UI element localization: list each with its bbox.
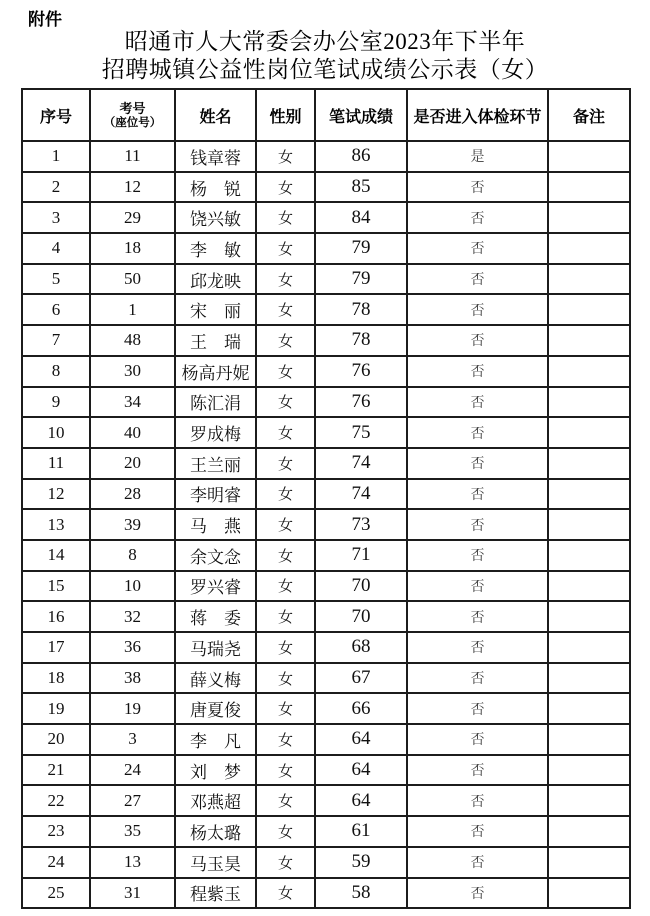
table-row — [22, 540, 630, 571]
cell-remark — [548, 816, 630, 847]
cell-medical-check: 否 — [407, 387, 548, 418]
table-row — [22, 387, 630, 418]
title-line-2: 招聘城镇公益性岗位笔试成绩公示表（女） — [101, 57, 549, 82]
cell-name: 薛义梅 — [175, 663, 256, 694]
cell-serial: 18 — [22, 663, 90, 694]
cell-serial: 19 — [22, 693, 90, 724]
header-exam-no — [90, 89, 175, 141]
cell-score: 70 — [315, 601, 407, 632]
cell-serial: 24 — [22, 847, 90, 878]
cell-serial: 25 — [22, 878, 90, 909]
cell-serial: 3 — [22, 202, 90, 233]
cell-remark — [548, 264, 630, 295]
cell-score: 74 — [315, 479, 407, 510]
cell-name: 饶兴敏 — [175, 202, 256, 233]
table-row — [22, 663, 630, 694]
table-row — [22, 356, 630, 387]
cell-remark — [548, 417, 630, 448]
cell-gender: 女 — [256, 785, 315, 816]
cell-score: 84 — [315, 202, 407, 233]
header-gender: 性别 — [256, 89, 315, 141]
cell-gender: 女 — [256, 755, 315, 786]
cell-name: 蒋 委 — [175, 601, 256, 632]
cell-name: 唐夏俊 — [175, 693, 256, 724]
cell-medical-check: 否 — [407, 233, 548, 264]
cell-gender: 女 — [256, 417, 315, 448]
table-row — [22, 601, 630, 632]
cell-exam-no: 12 — [90, 172, 175, 203]
table-row — [22, 417, 630, 448]
cell-name: 宋 丽 — [175, 294, 256, 325]
cell-score: 61 — [315, 816, 407, 847]
cell-score: 85 — [315, 172, 407, 203]
cell-gender: 女 — [256, 663, 315, 694]
cell-remark — [548, 785, 630, 816]
cell-gender: 女 — [256, 172, 315, 203]
cell-name: 李明睿 — [175, 479, 256, 510]
table-row — [22, 785, 630, 816]
cell-name: 杨太璐 — [175, 816, 256, 847]
cell-gender: 女 — [256, 387, 315, 418]
cell-serial: 23 — [22, 816, 90, 847]
score-table — [21, 88, 631, 909]
cell-medical-check: 否 — [407, 325, 548, 356]
cell-remark — [548, 663, 630, 694]
cell-serial: 9 — [22, 387, 90, 418]
cell-score: 76 — [315, 356, 407, 387]
table-row — [22, 294, 630, 325]
cell-name: 邓燕超 — [175, 785, 256, 816]
cell-name: 陈汇涓 — [175, 387, 256, 418]
cell-score: 78 — [315, 325, 407, 356]
cell-remark — [548, 601, 630, 632]
cell-name: 李 敏 — [175, 233, 256, 264]
cell-remark — [548, 172, 630, 203]
cell-serial: 7 — [22, 325, 90, 356]
cell-gender: 女 — [256, 571, 315, 602]
cell-name: 马玉昊 — [175, 847, 256, 878]
cell-gender: 女 — [256, 816, 315, 847]
cell-exam-no: 28 — [90, 479, 175, 510]
cell-name: 余文念 — [175, 540, 256, 571]
cell-serial: 21 — [22, 755, 90, 786]
cell-score: 70 — [315, 571, 407, 602]
table-row — [22, 878, 630, 909]
cell-remark — [548, 755, 630, 786]
cell-medical-check: 是 — [407, 141, 548, 172]
cell-exam-no: 24 — [90, 755, 175, 786]
score-table-body — [22, 141, 630, 908]
cell-serial: 22 — [22, 785, 90, 816]
cell-exam-no: 32 — [90, 601, 175, 632]
cell-gender: 女 — [256, 479, 315, 510]
cell-name: 王 瑞 — [175, 325, 256, 356]
header-exam-no-sub: （座位号） — [103, 116, 162, 129]
cell-gender: 女 — [256, 202, 315, 233]
cell-name: 李 凡 — [175, 724, 256, 755]
cell-score: 64 — [315, 755, 407, 786]
table-row — [22, 202, 630, 233]
cell-score: 66 — [315, 693, 407, 724]
cell-medical-check: 否 — [407, 294, 548, 325]
table-row — [22, 755, 630, 786]
cell-remark — [548, 724, 630, 755]
cell-gender: 女 — [256, 878, 315, 909]
cell-medical-check: 否 — [407, 785, 548, 816]
table-row — [22, 571, 630, 602]
cell-score: 73 — [315, 509, 407, 540]
cell-remark — [548, 878, 630, 909]
cell-gender: 女 — [256, 294, 315, 325]
cell-gender: 女 — [256, 632, 315, 663]
cell-score: 74 — [315, 448, 407, 479]
cell-medical-check: 否 — [407, 601, 548, 632]
cell-medical-check: 否 — [407, 356, 548, 387]
cell-gender: 女 — [256, 724, 315, 755]
table-row — [22, 847, 630, 878]
cell-name: 刘 梦 — [175, 755, 256, 786]
cell-serial: 12 — [22, 479, 90, 510]
title-line-1: 昭通市人大常委会办公室2023年下半年 — [124, 29, 526, 54]
cell-remark — [548, 233, 630, 264]
cell-exam-no: 31 — [90, 878, 175, 909]
cell-remark — [548, 387, 630, 418]
cell-name: 罗成梅 — [175, 417, 256, 448]
cell-medical-check: 否 — [407, 693, 548, 724]
cell-score: 68 — [315, 632, 407, 663]
cell-medical-check: 否 — [407, 755, 548, 786]
cell-medical-check: 否 — [407, 264, 548, 295]
cell-medical-check: 否 — [407, 479, 548, 510]
attachment-label: 附件 — [28, 10, 62, 29]
cell-exam-no: 27 — [90, 785, 175, 816]
cell-medical-check: 否 — [407, 571, 548, 602]
cell-exam-no: 29 — [90, 202, 175, 233]
cell-exam-no: 3 — [90, 724, 175, 755]
cell-name: 邱龙映 — [175, 264, 256, 295]
cell-remark — [548, 847, 630, 878]
cell-remark — [548, 632, 630, 663]
cell-medical-check: 否 — [407, 847, 548, 878]
cell-serial: 4 — [22, 233, 90, 264]
cell-exam-no: 19 — [90, 693, 175, 724]
table-row — [22, 509, 630, 540]
table-row — [22, 632, 630, 663]
table-row — [22, 816, 630, 847]
cell-exam-no: 10 — [90, 571, 175, 602]
cell-exam-no: 50 — [90, 264, 175, 295]
cell-exam-no: 35 — [90, 816, 175, 847]
cell-serial: 17 — [22, 632, 90, 663]
cell-exam-no: 48 — [90, 325, 175, 356]
cell-medical-check: 否 — [407, 540, 548, 571]
cell-serial: 8 — [22, 356, 90, 387]
cell-serial: 16 — [22, 601, 90, 632]
header-medical-check: 是否进入体检环节 — [407, 89, 548, 141]
cell-exam-no: 38 — [90, 663, 175, 694]
cell-serial: 6 — [22, 294, 90, 325]
cell-exam-no: 20 — [90, 448, 175, 479]
cell-remark — [548, 540, 630, 571]
cell-remark — [548, 571, 630, 602]
header-serial: 序号 — [22, 89, 90, 141]
table-row — [22, 479, 630, 510]
cell-score: 76 — [315, 387, 407, 418]
cell-gender: 女 — [256, 233, 315, 264]
cell-gender: 女 — [256, 847, 315, 878]
header-row — [22, 89, 630, 141]
cell-score: 86 — [315, 141, 407, 172]
document-title — [0, 28, 650, 84]
cell-remark — [548, 325, 630, 356]
cell-exam-no: 36 — [90, 632, 175, 663]
cell-exam-no: 30 — [90, 356, 175, 387]
cell-name: 马 燕 — [175, 509, 256, 540]
cell-medical-check: 否 — [407, 417, 548, 448]
cell-exam-no: 1 — [90, 294, 175, 325]
cell-score: 79 — [315, 264, 407, 295]
table-row — [22, 233, 630, 264]
cell-gender: 女 — [256, 264, 315, 295]
cell-medical-check: 否 — [407, 724, 548, 755]
cell-remark — [548, 509, 630, 540]
cell-gender: 女 — [256, 540, 315, 571]
cell-exam-no: 11 — [90, 141, 175, 172]
cell-name: 钱章蓉 — [175, 141, 256, 172]
cell-exam-no: 40 — [90, 417, 175, 448]
cell-gender: 女 — [256, 601, 315, 632]
cell-remark — [548, 294, 630, 325]
cell-name: 王兰丽 — [175, 448, 256, 479]
header-score: 笔试成绩 — [315, 89, 407, 141]
cell-serial: 13 — [22, 509, 90, 540]
cell-score: 58 — [315, 878, 407, 909]
header-exam-no-main: 考号 — [119, 100, 146, 116]
cell-remark — [548, 141, 630, 172]
table-row — [22, 724, 630, 755]
cell-exam-no: 18 — [90, 233, 175, 264]
cell-name: 罗兴睿 — [175, 571, 256, 602]
cell-score: 75 — [315, 417, 407, 448]
cell-medical-check: 否 — [407, 202, 548, 233]
cell-name: 程紫玉 — [175, 878, 256, 909]
cell-gender: 女 — [256, 141, 315, 172]
cell-serial: 1 — [22, 141, 90, 172]
cell-remark — [548, 479, 630, 510]
table-row — [22, 141, 630, 172]
cell-gender: 女 — [256, 325, 315, 356]
cell-score: 64 — [315, 785, 407, 816]
cell-serial: 5 — [22, 264, 90, 295]
cell-score: 78 — [315, 294, 407, 325]
cell-exam-no: 39 — [90, 509, 175, 540]
table-row — [22, 448, 630, 479]
cell-name: 马瑞尧 — [175, 632, 256, 663]
cell-medical-check: 否 — [407, 172, 548, 203]
cell-serial: 14 — [22, 540, 90, 571]
cell-exam-no: 34 — [90, 387, 175, 418]
cell-name: 杨高丹妮 — [175, 356, 256, 387]
header-name: 姓名 — [175, 89, 256, 141]
table-row — [22, 325, 630, 356]
header-remark: 备注 — [548, 89, 630, 141]
table-row — [22, 264, 630, 295]
cell-gender: 女 — [256, 448, 315, 479]
cell-medical-check: 否 — [407, 632, 548, 663]
cell-serial: 20 — [22, 724, 90, 755]
cell-name: 杨 锐 — [175, 172, 256, 203]
cell-serial: 10 — [22, 417, 90, 448]
cell-medical-check: 否 — [407, 816, 548, 847]
cell-medical-check: 否 — [407, 878, 548, 909]
cell-score: 67 — [315, 663, 407, 694]
table-row — [22, 172, 630, 203]
cell-score: 79 — [315, 233, 407, 264]
cell-score: 64 — [315, 724, 407, 755]
cell-medical-check: 否 — [407, 663, 548, 694]
table-row — [22, 693, 630, 724]
cell-remark — [548, 448, 630, 479]
cell-serial: 15 — [22, 571, 90, 602]
cell-serial: 2 — [22, 172, 90, 203]
cell-serial: 11 — [22, 448, 90, 479]
cell-gender: 女 — [256, 693, 315, 724]
cell-exam-no: 13 — [90, 847, 175, 878]
cell-score: 71 — [315, 540, 407, 571]
cell-exam-no: 8 — [90, 540, 175, 571]
cell-score: 59 — [315, 847, 407, 878]
cell-gender: 女 — [256, 356, 315, 387]
cell-medical-check: 否 — [407, 509, 548, 540]
cell-remark — [548, 202, 630, 233]
cell-remark — [548, 693, 630, 724]
cell-medical-check: 否 — [407, 448, 548, 479]
cell-gender: 女 — [256, 509, 315, 540]
cell-remark — [548, 356, 630, 387]
